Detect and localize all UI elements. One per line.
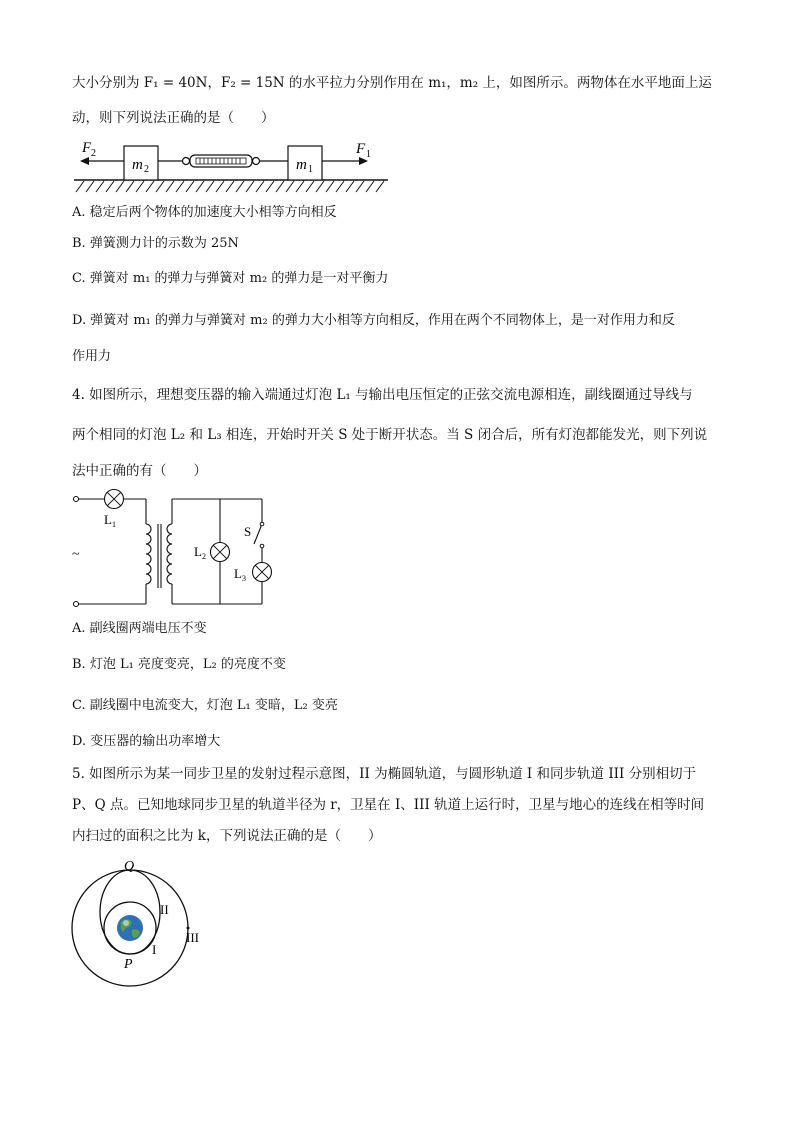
q3-spring-scale-figure: [72, 138, 394, 196]
q4-stem-line2: 两个相同的灯泡 L₂ 和 L₃ 相连，开始时开关 S 处于断开状态。当 S 闭合后，所有灯泡都能发光，则下列说: [72, 427, 708, 443]
q4-option-d: D. 变压器的输出功率增大: [72, 734, 221, 749]
l2-label: L: [194, 544, 202, 559]
q3-option-c: C. 弹簧对 m₁ 的弹力与弹簧对 m₂ 的弹力是一对平衡力: [72, 271, 389, 286]
lamp-l2-icon: [211, 543, 230, 562]
svg-text:2: 2: [91, 148, 96, 159]
lamp-l1-icon: [105, 490, 124, 509]
q4-transformer-circuit-figure: [70, 488, 280, 612]
q4-stem-line1: 4. 如图所示，理想变压器的输入端通过灯泡 L₁ 与输出电压恒定的正弦交流电源相连，副线圈通过导线与: [72, 387, 693, 403]
force-f1-arrow: [322, 141, 371, 165]
force-f2-arrow: [80, 140, 124, 165]
point-p-label: P: [124, 957, 133, 972]
orbit-ii-label: II: [160, 902, 169, 917]
q3-stem-line2: 动，则下列说法正确的是（ ）: [72, 110, 275, 126]
m1-label: m: [296, 157, 307, 173]
earth-icon: [117, 915, 143, 941]
f1-label: F: [356, 141, 366, 157]
q3-option-d-line2: 作用力: [72, 349, 112, 364]
m2-label: m: [132, 157, 143, 173]
q4-option-b: B. 灯泡 L₁ 亮度变亮，L₂ 的亮度不变: [72, 657, 286, 672]
svg-text:1: 1: [112, 520, 116, 529]
q3-option-d-line1: D. 弹簧对 m₁ 的弹力与弹簧对 m₂ 的弹力大小相等方向相反，作用在两个不同物体上，是一对作用力和反: [72, 313, 675, 328]
q5-stem-line3: 内扫过的面积之比为 k，下列说法正确的是（ ）: [72, 828, 382, 844]
svg-text:2: 2: [144, 164, 149, 175]
q3-option-b: B. 弹簧测力计的示数为 25N: [72, 236, 239, 251]
spring-scale: [158, 155, 288, 167]
q4-option-a: A. 副线圈两端电压不变: [72, 621, 207, 636]
orbit-i-label: I: [152, 942, 157, 957]
l3-label: L: [234, 566, 242, 581]
svg-text:2: 2: [202, 552, 206, 561]
q4-option-c: C. 副线圈中电流变大，灯泡 L₁ 变暗，L₂ 变亮: [72, 698, 338, 713]
switch-s-label: S: [244, 524, 252, 539]
q5-stem-line1: 5. 如图所示为某一同步卫星的发射过程示意图，II 为椭圆轨道，与圆形轨道 I 和同步轨道 III 分别相切于: [72, 766, 697, 782]
ac-source-symbol: ~: [72, 547, 80, 562]
f2-label: F: [82, 140, 92, 156]
svg-text:1: 1: [366, 149, 371, 160]
orbit-iii-label: III: [186, 930, 199, 945]
q5-stem-line2: P、Q 点。已知地球同步卫星的轨道半径为 r，卫星在 I、III 轨道上运行时，卫星与地心的连线在相等时间: [72, 797, 705, 813]
svg-text:1: 1: [308, 164, 313, 175]
q3-option-a: A. 稳定后两个物体的加速度大小相等方向相反: [72, 205, 337, 220]
q4-stem-line3: 法中正确的有（ ）: [72, 463, 207, 479]
svg-text:3: 3: [242, 574, 246, 583]
q5-orbit-figure: [66, 854, 216, 990]
l1-label: L: [104, 512, 112, 527]
point-q-label: Q: [124, 859, 135, 874]
lamp-l3-icon: [253, 563, 272, 582]
q3-stem-line1: 大小分别为 F₁ = 40N，F₂ = 15N 的水平拉力分别作用在 m₁，m₂ 上，如图所示。两物体在水平地面上运: [72, 75, 712, 91]
